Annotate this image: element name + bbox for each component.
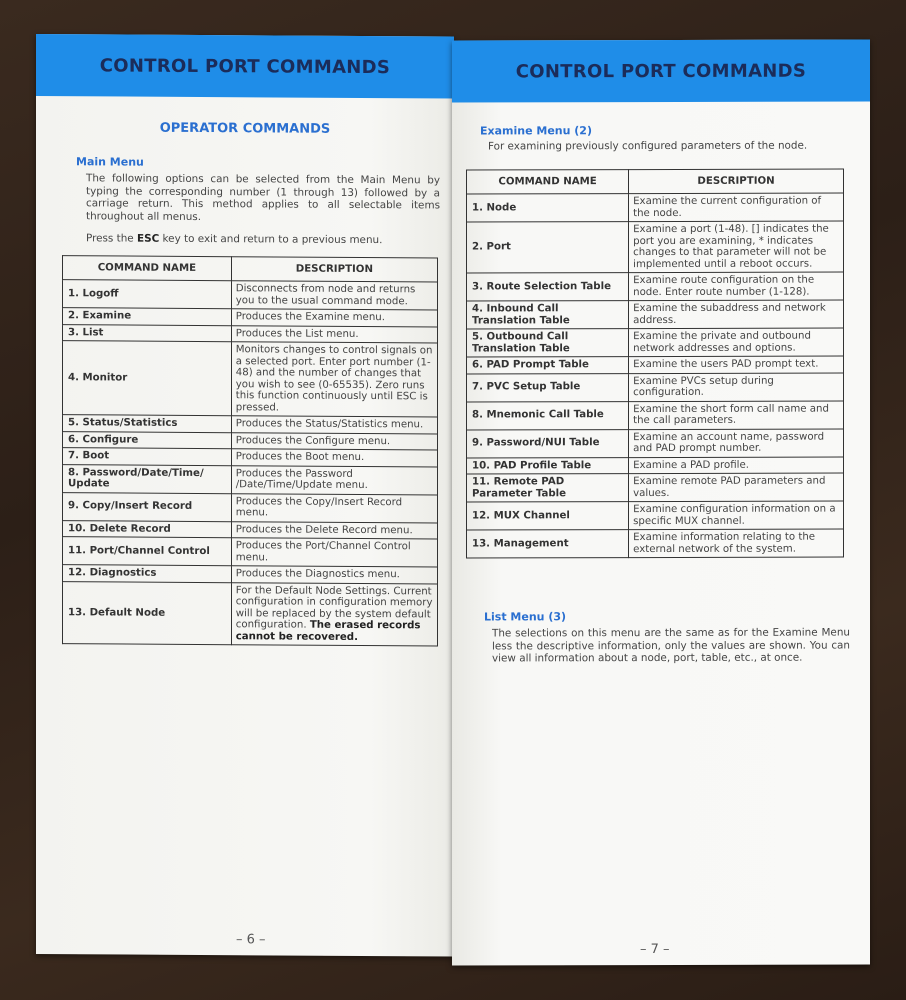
command-description: Examine configuration information on a specific MUX channel. [629, 501, 844, 530]
command-description: Examine an account name, password and PAD prompt number. [629, 429, 844, 458]
right-banner: CONTROL PORT COMMANDS [452, 39, 870, 102]
table-row [467, 429, 844, 458]
command-name: 3. List [63, 324, 232, 342]
right-page [452, 39, 870, 965]
examine-menu-table [466, 168, 844, 558]
table-row [63, 492, 438, 522]
command-name: 9. Copy/Insert Record [63, 492, 232, 521]
table-row [63, 581, 438, 646]
command-description: Produces the Delete Record menu. [231, 521, 437, 539]
table-row [467, 501, 844, 530]
command-name: 12. MUX Channel [467, 502, 629, 530]
command-description: Examine PVCs setup during configuration. [629, 373, 844, 402]
table-row [467, 457, 844, 474]
table-row [63, 537, 438, 567]
command-description: Examine the users PAD prompt text. [629, 356, 844, 373]
esc-note: Press the ESC key to exit and return to a previous menu. [86, 232, 383, 247]
page-number-7: – 7 – [640, 941, 670, 958]
command-description: Produces the Copy/Insert Record menu. [231, 493, 437, 522]
examine-menu-intro: For examining previously configured parameters of the node. [488, 139, 808, 153]
command-description: Produces the Configure menu. [231, 432, 437, 450]
command-description: Produces the Examine menu. [231, 309, 437, 327]
command-name: 3. Route Selection Table [467, 273, 629, 301]
command-name: 1. Logoff [63, 280, 232, 309]
table-row [467, 401, 844, 430]
command-name: 4. Inbound Call Translation Table [467, 301, 629, 329]
command-name: 8. Mnemonic Call Table [467, 401, 629, 429]
esc-key: ESC [137, 232, 160, 245]
command-description: Produces the Status/Statistics menu. [231, 416, 437, 434]
command-description: Produces the List menu. [231, 325, 437, 343]
main-menu-heading: Main Menu [76, 155, 144, 169]
command-name: 1. Node [467, 194, 629, 222]
command-description: Produces the Boot menu. [231, 449, 437, 467]
table-row [467, 473, 844, 502]
command-description: Disconnects from node and returns you to the usual command mode. [231, 281, 437, 310]
command-name: 12. Diagnostics [63, 565, 232, 583]
list-menu-intro: The selections on this menu are the same as for the Examine Menu less the descriptive information, only the values are shown. You can view all information about a node, port, table, etc., at once. [492, 626, 850, 665]
table-row [63, 464, 438, 494]
operator-commands-title: OPERATOR COMMANDS [159, 120, 331, 137]
command-description: Examine route configuration on the node. Enter route number (1-128). [629, 272, 844, 301]
command-description: Examine information relating to the external network of the system. [629, 529, 844, 558]
command-name: 10. PAD Profile Table [467, 457, 629, 474]
command-description: Examine the short form call name and the call parameters. [629, 401, 844, 430]
command-description: For the Default Node Settings. Current configuration in configuration memory will be replaced by the system default configuration. The erased records cannot be recovered. [231, 582, 437, 646]
table-row [467, 272, 844, 301]
command-description: Produces the Password /Date/Time/Update menu. [231, 465, 437, 494]
table-row [467, 300, 844, 329]
command-description: Examine a port (1-48). [] indicates the port you are examining, * indicates changes to that parameter will not be implemented until a reboot occurs. [629, 221, 844, 273]
command-name: 10. Delete Record [63, 520, 232, 538]
table-row [63, 341, 438, 417]
table-row [467, 193, 844, 222]
table-row [467, 529, 844, 558]
command-name: 9. Password/NUI Table [467, 429, 629, 457]
table-row [467, 373, 844, 402]
column-header-description: DESCRIPTION [629, 169, 844, 194]
command-name: 8. Password/Date/Time/ Update [63, 464, 232, 493]
page-number-6: – 6 – [236, 932, 266, 948]
command-name: 13. Default Node [63, 581, 232, 645]
command-name: 2. Examine [63, 308, 232, 326]
column-header-description: DESCRIPTION [231, 256, 437, 282]
command-description: Examine a PAD profile. [629, 457, 844, 474]
command-name: 7. Boot [63, 448, 232, 466]
command-name: 11. Port/Channel Control [63, 537, 232, 566]
main-menu-table [62, 255, 438, 647]
column-header-command: COMMAND NAME [63, 255, 232, 281]
command-description: Examine the current configuration of the node. [629, 193, 844, 222]
command-name: 6. PAD Prompt Table [467, 357, 629, 374]
command-description: Examine remote PAD parameters and values. [629, 473, 844, 502]
command-name: 5. Outbound Call Translation Table [467, 329, 629, 357]
warning-text: The erased records cannot be recovered. [235, 619, 421, 643]
command-name: 13. Management [467, 530, 629, 558]
main-menu-intro: The following options can be selected from the Main Menu by typing the corresponding number (1 through 13) followed by a carriage return. This method applies to all selectable items throughout all menus. [86, 172, 440, 223]
left-banner: CONTROL PORT COMMANDS [36, 34, 454, 99]
table-row [63, 280, 438, 310]
list-menu-heading: List Menu (3) [484, 610, 567, 624]
table-row [467, 328, 844, 357]
command-description: Produces the Port/Channel Control menu. [231, 538, 437, 567]
table-row [467, 221, 844, 273]
command-name: 2. Port [467, 222, 629, 273]
command-description: Monitors changes to control signals on a selected port. Enter port number (1-48) and the number of changes that you wish to see (0-65535). Zero runs this function continuously until ESC is pressed. [231, 342, 437, 417]
table-row [467, 356, 844, 373]
examine-menu-heading: Examine Menu (2) [480, 124, 592, 138]
left-page [36, 34, 454, 957]
command-name: 4. Monitor [63, 341, 232, 416]
command-description: Examine the subaddress and network address. [629, 300, 844, 329]
command-description: Examine the private and outbound network addresses and options. [629, 328, 844, 357]
command-name: 6. Configure [63, 431, 232, 449]
command-name: 7. PVC Setup Table [467, 373, 629, 401]
command-description: Produces the Diagnostics menu. [231, 566, 437, 584]
command-name: 5. Status/Statistics [63, 415, 232, 433]
command-name: 11. Remote PAD Parameter Table [467, 474, 629, 502]
column-header-command: COMMAND NAME [467, 169, 629, 194]
